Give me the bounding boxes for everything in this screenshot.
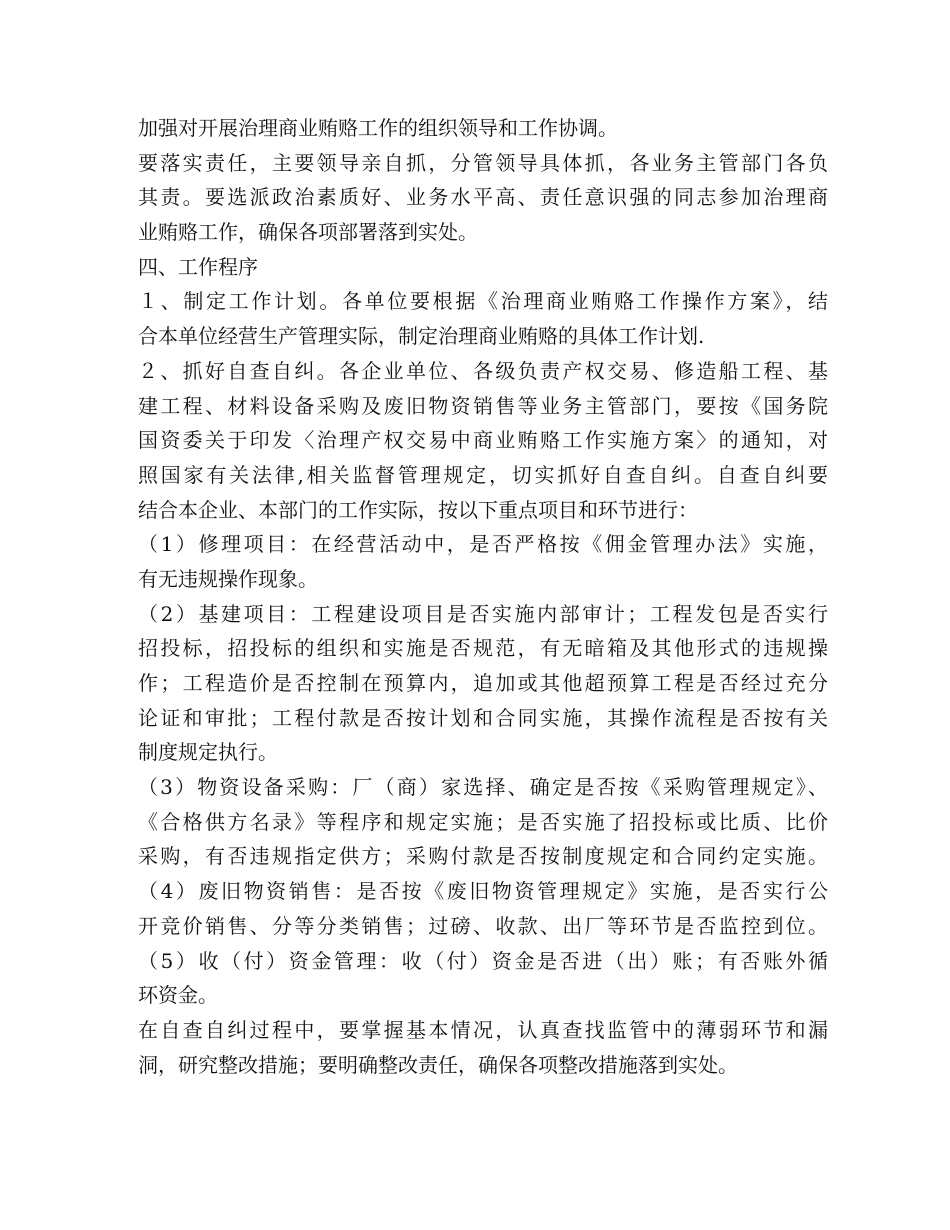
text-line: 有无违规操作现象。: [138, 566, 318, 591]
text-line: 制度规定执行。: [138, 740, 278, 765]
document-body: [138, 111, 828, 1082]
text-line: 四、工作程序: [138, 254, 258, 279]
text-line: 业贿赂工作，确保各项部署落到实处。: [138, 220, 478, 245]
text-line: 要落实责任，主要领导亲自抓，分管领导具体抓，各业务主管部门各负: [138, 150, 828, 175]
text-line: 洞，研究整改措施；要明确整改责任，确保各项整改措施落到实处。: [138, 1052, 738, 1077]
text-line: （1）修理项目：在经营活动中，是否严格按《佣金管理办法》实施，: [138, 532, 828, 557]
text-line: 结合本企业、本部门的工作实际，按以下重点项目和环节进行：: [138, 497, 698, 522]
text-line: 国资委关于印发〈治理产权交易中商业贿赂工作实施方案〉的通知，对: [138, 428, 828, 453]
text-line: 开竞价销售、分等分类销售；过磅、收款、出厂等环节是否监控到位。: [138, 913, 828, 938]
text-line: ２、抓好自查自纠。各企业单位、各级负责产权交易、修造船工程、基: [138, 358, 828, 383]
text-line: 《合格供方名录》等程序和规定实施；是否实施了招投标或比质、比价: [138, 809, 828, 834]
text-line: 合本单位经营生产管理实际，制定治理商业贿赂的具体工作计划.: [138, 324, 705, 349]
text-line: １、制定工作计划。各单位要根据《治理商业贿赂工作操作方案》，结: [138, 289, 828, 314]
text-line: 加强对开展治理商业贿赂工作的组织领导和工作协调。: [138, 116, 618, 140]
text-line: 其责。要选派政治素质好、业务水平高、责任意识强的同志参加治理商: [138, 185, 828, 210]
text-line: （2）基建项目：工程建设项目是否实施内部审计；工程发包是否实行: [138, 601, 828, 626]
text-line: （3）物资设备采购：厂（商）家选择、确定是否按《采购管理规定》、: [138, 775, 828, 800]
text-line: 环资金。: [138, 983, 218, 1008]
text-line: 招投标，招投标的组织和实施是否规范，有无暗箱及其他形式的违规操: [138, 636, 828, 661]
text-line: 建工程、材料设备采购及废旧物资销售等业务主管部门，要按《国务院: [138, 393, 828, 418]
text-line: 论证和审批；工程付款是否按计划和合同实施，其操作流程是否按有关: [138, 705, 828, 730]
text-line: （5）收（付）资金管理：收（付）资金是否进（出）账；有否账外循: [138, 948, 828, 973]
text-line: （4）废旧物资销售：是否按《废旧物资管理规定》实施，是否实行公: [138, 879, 828, 904]
text-line: 照国家有关法律,相关监督管理规定，切实抓好自查自纠。自查自纠要: [138, 462, 828, 487]
text-line: 采购，有否违规指定供方；采购付款是否按制度规定和合同约定实施。: [138, 844, 828, 869]
text-line: 作；工程造价是否控制在预算内，追加或其他超预算工程是否经过充分: [138, 671, 828, 695]
text-line: 在自查自纠过程中，要掌握基本情况，认真查找监管中的薄弱环节和漏: [138, 1017, 828, 1042]
